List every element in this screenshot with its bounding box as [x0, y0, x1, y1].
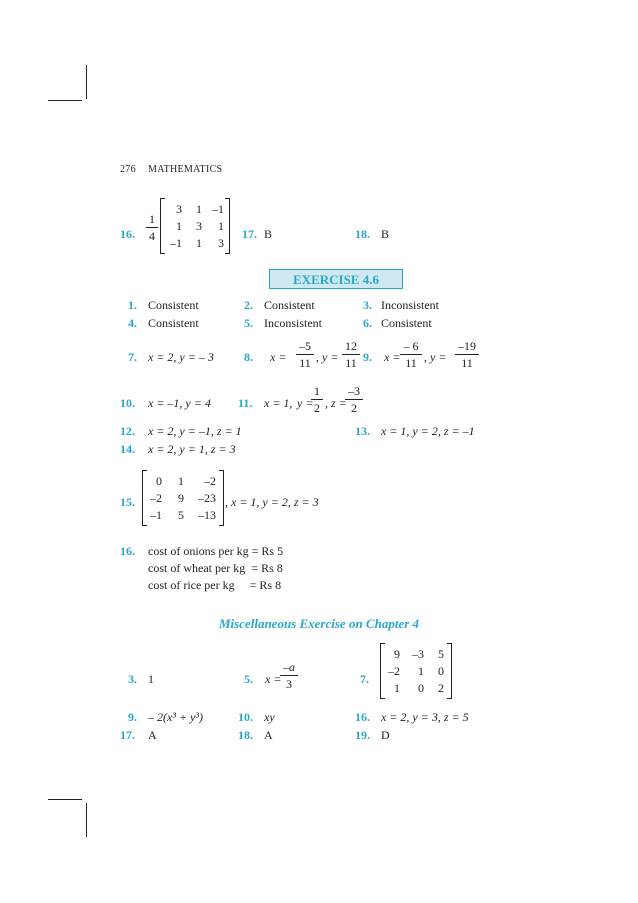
fraction-bar — [280, 675, 298, 676]
answer-18-number: 18. — [355, 227, 370, 241]
matrix-cell: 1 — [196, 236, 202, 250]
ex-10-number: 10. — [120, 396, 135, 410]
ex-10-text: x = –1, y = 4 — [148, 396, 211, 410]
misc-17-number: 17. — [120, 728, 135, 742]
misc-5-fraction — [280, 660, 298, 691]
fraction-numerator: –a — [283, 660, 295, 674]
matrix-cell: –2 — [388, 664, 400, 678]
ex-9-x-lhs: x = — [384, 350, 401, 364]
misc-16-number: 16. — [355, 710, 370, 724]
matrix-cell: 1 — [196, 202, 202, 216]
fraction-denominator: 11 — [461, 356, 473, 370]
misc-19-text: D — [381, 728, 390, 742]
misc-3-text: 1 — [148, 672, 154, 686]
fraction-numerator: 1 — [149, 212, 155, 226]
fraction-numerator: –5 — [299, 339, 311, 353]
crop-mark-bottom-vertical — [86, 803, 87, 837]
ex-7-number: 7. — [128, 350, 137, 364]
misc-5-lhs: x = — [265, 672, 282, 686]
matrix-cell: –13 — [198, 508, 216, 522]
ex-2-number: 2. — [244, 298, 253, 312]
ex-9-y-fraction — [455, 339, 479, 370]
misc-10-text: xy — [264, 710, 275, 724]
ex-4-number: 4. — [128, 316, 137, 330]
matrix-cell: –1 — [150, 508, 162, 522]
matrix-cell: 1 — [418, 664, 424, 678]
page-header-title: MATHEMATICS — [148, 164, 223, 175]
fraction-numerator: – 6 — [403, 339, 419, 353]
ex-8-number: 8. — [244, 350, 253, 364]
fraction-bar — [400, 354, 422, 355]
ex-8-x-lhs: x = — [270, 350, 287, 364]
misc-7-number: 7. — [360, 672, 369, 686]
matrix-cell: –2 — [204, 474, 216, 488]
misc-5-number: 5. — [244, 672, 253, 686]
matrix-cell: –1 — [170, 236, 182, 250]
misc-10-number: 10. — [238, 710, 253, 724]
exercise-title: EXERCISE 4.6 — [269, 269, 403, 289]
misc-9-text: – 2(x³ + y³) — [148, 710, 203, 724]
ex-13-number: 13. — [355, 424, 370, 438]
ex-14-number: 14. — [120, 442, 135, 456]
ex-6-number: 6. — [363, 316, 372, 330]
matrix-cell: –23 — [198, 491, 216, 505]
page-number: 276 — [120, 164, 136, 175]
fraction-denominator: 2 — [351, 401, 357, 415]
ex-1-text: Consistent — [148, 298, 199, 312]
matrix-cell: 2 — [438, 681, 444, 695]
matrix-cell: 0 — [438, 664, 444, 678]
fraction-denominator: 4 — [149, 229, 155, 243]
fraction-bar — [146, 227, 158, 228]
fraction-bar — [296, 354, 314, 355]
matrix-cell: 3 — [196, 219, 202, 233]
ex-15-text: , x = 1, y = 2, z = 3 — [225, 495, 319, 509]
ex-11-z-lhs: z = — [331, 396, 347, 410]
ex-11-separator: , — [325, 396, 328, 410]
ex-11-number: 11. — [238, 396, 253, 410]
fraction-denominator: 11 — [345, 356, 357, 370]
ex-11-y-fraction — [311, 384, 323, 415]
matrix-cell: 9 — [394, 647, 400, 661]
ex-15-matrix — [142, 470, 224, 526]
ex-9-y-lhs: y = — [430, 350, 447, 364]
fraction-denominator: 3 — [286, 677, 292, 691]
ex-5-text: Inconsistent — [264, 316, 322, 330]
fraction-denominator: 2 — [314, 401, 320, 415]
misc-17-text: A — [148, 728, 157, 742]
misc-exercise-title: Miscellaneous Exercise on Chapter 4 — [218, 616, 420, 631]
misc-16-text: x = 2, y = 3, z = 5 — [381, 710, 469, 724]
misc-18-number: 18. — [238, 728, 253, 742]
answer-17-number: 17. — [242, 227, 257, 241]
fraction-bar — [311, 399, 323, 400]
ex-4-text: Consistent — [148, 316, 199, 330]
matrix-cell: –2 — [150, 491, 162, 505]
matrix-cell: 1 — [394, 681, 400, 695]
matrix-cell: 1 — [176, 219, 182, 233]
answer-18-text: B — [381, 227, 390, 241]
ex-14-text: x = 2, y = 1, z = 3 — [148, 442, 236, 456]
matrix-cell: 0 — [418, 681, 424, 695]
misc-18-text: A — [264, 728, 273, 742]
ex-16-line-onions: cost of onions per kg = Rs 5 — [148, 544, 284, 558]
fraction-numerator: 1 — [314, 384, 320, 398]
matrix-cell: –1 — [212, 202, 224, 216]
fraction-bar — [455, 354, 479, 355]
ex-12-number: 12. — [120, 424, 135, 438]
matrix-cell: 1 — [218, 219, 224, 233]
ex-7-text: x = 2, y = – 3 — [148, 350, 214, 364]
answer-16-matrix — [160, 198, 230, 254]
ex-3-number: 3. — [363, 298, 372, 312]
ex-6-text: Consistent — [381, 316, 432, 330]
ex-16-number: 16. — [120, 544, 135, 558]
matrix-cell: 3 — [176, 202, 182, 216]
ex-13-text: x = 1, y = 2, z = –1 — [381, 424, 475, 438]
matrix-cell: –3 — [412, 647, 424, 661]
ex-11-y-lhs: y = — [297, 396, 314, 410]
crop-mark-bottom-horizontal — [48, 799, 82, 800]
matrix-cell: 5 — [438, 647, 444, 661]
answer-17-text: B — [264, 227, 273, 241]
fraction-denominator: 11 — [299, 356, 311, 370]
crop-mark-top-vertical — [86, 65, 87, 99]
fraction-numerator: 12 — [345, 339, 357, 353]
misc-19-number: 19. — [355, 728, 370, 742]
matrix-cell: 3 — [218, 236, 224, 250]
fraction-bar — [345, 399, 363, 400]
matrix-cell: 1 — [178, 474, 184, 488]
ex-15-number: 15. — [120, 495, 135, 509]
fraction-bar — [342, 354, 360, 355]
matrix-cell: 9 — [178, 491, 184, 505]
ex-16-line-wheat: cost of wheat per kg = Rs 8 — [148, 561, 283, 575]
matrix-cell: 0 — [156, 474, 162, 488]
ex-12-text: x = 2, y = –1, z = 1 — [148, 424, 242, 438]
ex-8-y-fraction — [342, 339, 360, 370]
ex-8-separator: , — [316, 350, 319, 364]
ex-1-number: 1. — [128, 298, 137, 312]
ex-16-line-rice: cost of rice per kg = Rs 8 — [148, 578, 282, 592]
ex-9-separator: , — [424, 350, 427, 364]
crop-mark-top-horizontal — [48, 100, 82, 101]
ex-5-number: 5. — [244, 316, 253, 330]
misc-9-number: 9. — [128, 710, 137, 724]
misc-7-matrix — [380, 643, 452, 699]
ex-8-y-lhs: y = — [322, 350, 339, 364]
ex-3-text: Inconsistent — [381, 298, 439, 312]
fraction-denominator: 11 — [405, 356, 417, 370]
misc-3-number: 3. — [128, 672, 137, 686]
answer-16-number: 16. — [120, 227, 135, 241]
fraction-numerator: –19 — [458, 339, 476, 353]
ex-11-z-fraction — [345, 384, 363, 415]
matrix-cell: 5 — [178, 508, 184, 522]
answer-16-fraction — [146, 212, 158, 243]
fraction-numerator: –3 — [348, 384, 360, 398]
ex-2-text: Consistent — [264, 298, 315, 312]
ex-11-x-part: x = 1, — [264, 396, 293, 410]
ex-9-x-fraction — [400, 339, 422, 370]
ex-8-x-fraction — [296, 339, 314, 370]
ex-9-number: 9. — [363, 350, 372, 364]
